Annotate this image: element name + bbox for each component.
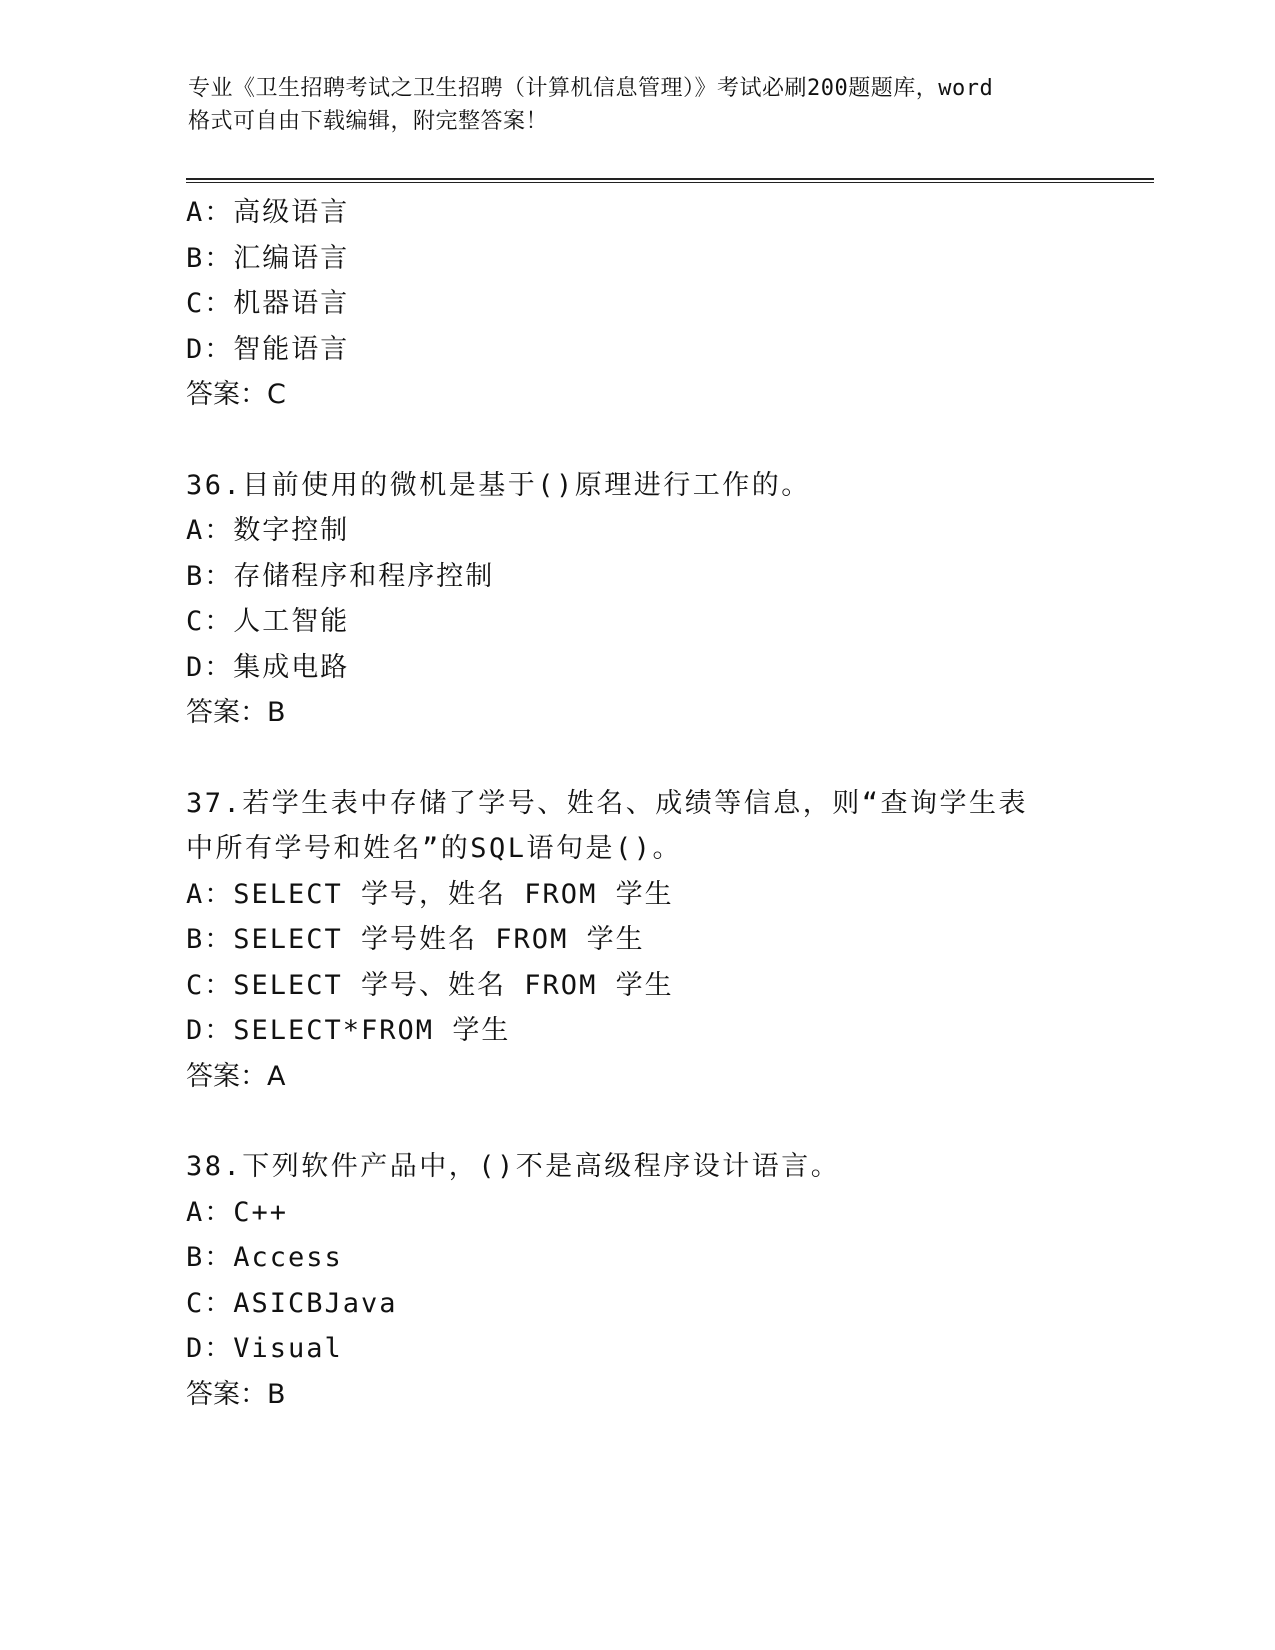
option-a: A：C++ — [186, 1196, 289, 1228]
option-b: B：汇编语言 — [186, 242, 350, 274]
option-d: D：SELECT*FROM 学生 — [186, 1015, 511, 1046]
option-d: D：集成电路 — [186, 651, 350, 683]
option-d: D：Visual — [186, 1333, 343, 1364]
option-c: C：机器语言 — [186, 288, 350, 319]
question-text: 37.若学生表中存储了学号、姓名、成绩等信息，则“查询学生表中所有学号和姓名”的SQL语句是()。 — [186, 787, 1029, 864]
option-d: D：智能语言 — [186, 333, 350, 365]
option-a: A：SELECT 学号，姓名 FROM 学生 — [186, 878, 674, 910]
answer-line: 答案：B — [186, 1378, 286, 1410]
option-b: B：存储程序和程序控制 — [186, 560, 495, 592]
option-a: A：数字控制 — [186, 515, 350, 546]
option-c: C：ASICBJava — [186, 1287, 398, 1319]
option-c: C：SELECT 学号、姓名 FROM 学生 — [186, 969, 674, 1001]
question-38 — [186, 1144, 1146, 1417]
header-rule-thin — [186, 182, 1154, 183]
question-text: 38.下列软件产品中，()不是高级程序设计语言。 — [186, 1151, 841, 1182]
header-line-1: 专业《卫生招聘考试之卫生招聘（计算机信息管理）》考试必刷200题题库，word — [188, 76, 994, 101]
question-35 — [186, 190, 1146, 418]
answer-line: 答案：C — [186, 379, 286, 410]
answer-line: 答案：B — [186, 697, 286, 728]
option-b: B：Access — [186, 1242, 343, 1273]
document-header — [188, 72, 1088, 138]
question-36 — [186, 463, 1146, 736]
option-c: C：人工智能 — [186, 606, 350, 637]
question-text: 36.目前使用的微机是基于()原理进行工作的。 — [186, 469, 811, 501]
question-list — [186, 190, 1146, 1417]
header-rule-thick — [186, 178, 1154, 180]
header-line-2: 格式可自由下载编辑，附完整答案！ — [188, 109, 549, 134]
question-37 — [186, 781, 1146, 1100]
option-a: A：高级语言 — [186, 197, 350, 228]
answer-line: 答案：A — [186, 1060, 286, 1092]
option-b: B：SELECT 学号姓名 FROM 学生 — [186, 924, 645, 955]
